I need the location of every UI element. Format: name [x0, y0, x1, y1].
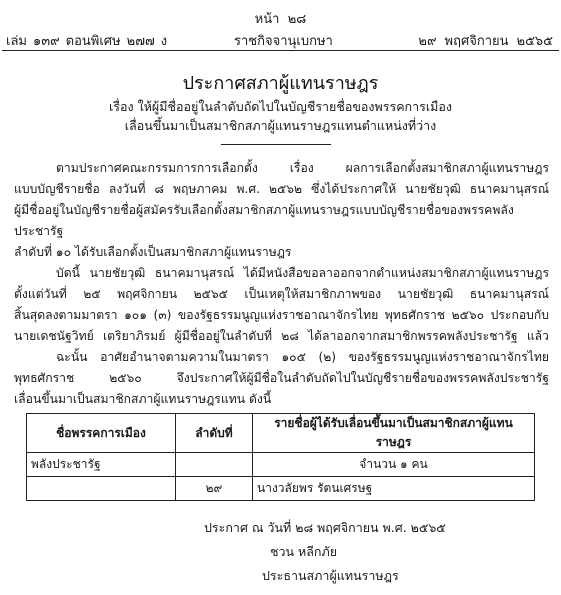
- issue-date: [418, 30, 553, 51]
- volume-number: ๑๓๙: [32, 34, 60, 49]
- signatory-position: ประธานสภาผู้แทนราษฎร: [262, 568, 399, 583]
- page-label: หน้า: [254, 12, 280, 27]
- subject-line-2: เลื่อนขึ้นมาเป็นสมาชิกสภาผู้แทนราษฎรแทนตำแหน่งที่ว่าง: [124, 118, 437, 133]
- publication-name: ราชกิจจานุเบกษา: [234, 34, 333, 49]
- gazette-header: [6, 30, 553, 51]
- order-header: ลำดับที่: [176, 414, 253, 453]
- title-divider: [221, 144, 331, 145]
- header-divider: [2, 50, 559, 51]
- appointee-table: [26, 413, 535, 501]
- paragraph-3-line-1: ฉะนั้น อาศัยอำนาจตามความในมาตรา ๑๐๕ (๒) ของรัฐธรรมนูญแห่งราชอาณาจักรไทย: [56, 350, 549, 364]
- order-cell: [176, 453, 253, 477]
- section-label: ตอนพิเศษ: [65, 34, 121, 49]
- paragraph-2-line-3: สิ้นสุดลงตามมาตรา ๑๐๑ (๓) ของรัฐธรรมนูญแห่งราชอาณาจักรไทย พุทธศักราช ๒๕๖๐ ประกอบกับ: [14, 308, 549, 322]
- paragraph-1-line-3: ผู้มีชื่ออยู่ในบัญชีรายชื่อผู้สมัครรับเลือกตั้งสมาชิกสภาผู้แทนราษฎรแบบบัญชีรายชื่อของพรรคพลังประชารัฐ: [14, 203, 514, 238]
- paragraph-1-line-1: ตามประกาศคณะกรรมการการเลือกตั้ง เรื่อง ผลการเลือกตั้งสมาชิกสภาผู้แทนราษฎร: [56, 161, 549, 175]
- paragraph-3-line-3: เลื่อนขึ้นมาเป็นสมาชิกสภาผู้แทนราษฎรแทน ดังนี้: [14, 392, 272, 406]
- issue-day: ๒๙: [418, 34, 437, 49]
- name-header: รายชื่อผู้ได้รับเลื่อนขึ้นมาเป็นสมาชิกสภาผู้แทนราษฎร: [253, 414, 535, 453]
- paragraph-3-line-2: พุทธศักราช ๒๕๖๐ จึงประกาศให้ผู้มีชื่อในลำดับถัดไปในบัญชีรายชื่อของพรรคพลังประชารัฐ: [14, 371, 549, 385]
- issue-year: ๒๕๖๕: [516, 34, 553, 49]
- order-cell: ๒๙: [176, 477, 253, 501]
- subject-line-1: เรื่อง ให้ผู้มีชื่ออยู่ในลำดับถัดไปในบัญชีรายชื่อของพรรคการเมือง: [109, 99, 452, 114]
- signatory-name: ชวน หลีกภัย: [270, 544, 338, 559]
- paragraph-1-line-2: แบบบัญชีรายชื่อ ลงวันที่ ๘ พฤษภาคม พ.ศ. ๒๕๖๒ ซึ่งได้ประกาศให้ นายชัยวุฒิ ธนาคมานุสรณ์: [14, 182, 549, 196]
- signature-date: ประกาศ ณ วันที่ ๒๘ พฤศจิกายน พ.ศ. ๒๕๖๕: [204, 520, 446, 535]
- party-cell: พลังประชารัฐ: [27, 453, 176, 477]
- party-header: ชื่อพรรคการเมือง: [27, 414, 176, 453]
- page-number-value: ๒๘: [287, 12, 307, 27]
- name-cell: จำนวน ๑ คน: [253, 453, 535, 477]
- paragraph-2-line-2: ตั้งแต่วันที่ ๒๕ พฤศจิกายน ๒๕๖๕ เป็นเหตุให้สมาชิกภาพของ นายชัยวุฒิ ธนาคมานุสรณ์: [14, 287, 549, 301]
- issue-info: [6, 30, 167, 51]
- paragraph-2-line-1: บัดนี้ นายชัยวุฒิ ธนาคมานุสรณ์ ได้มีหนังสือขอลาออกจากตำแหน่งสมาชิกสภาผู้แทนราษฎร: [56, 266, 549, 280]
- page-number: [0, 8, 561, 29]
- table-row: [27, 453, 535, 477]
- paragraph-2-line-4: นายเดชนัฐวิทย์ เตริยาภิรมย์ ผู้มีชื่ออยู่ในลำดับที่ ๒๘ ได้ลาออกจากสมาชิกพรรคพลังประชารัฐ แล้ว: [14, 329, 549, 343]
- name-cell: นางวลัยพร รัตนเศรษฐ: [253, 477, 535, 501]
- announcement-body: [14, 158, 549, 410]
- table-row: [27, 477, 535, 501]
- announcement-title: ประกาศสภาผู้แทนราษฎร: [182, 73, 379, 94]
- section-number: ๒๗๗: [126, 34, 155, 49]
- table-header-row: [27, 414, 535, 453]
- announcement-subject: [0, 97, 561, 135]
- section-suffix: ง: [160, 34, 168, 49]
- volume-label: เล่ม: [6, 34, 27, 49]
- party-cell: [27, 477, 176, 501]
- issue-month: พฤศจิกายน: [444, 34, 509, 49]
- paragraph-1-line-4: ลำดับที่ ๑๐ ได้รับเลือกตั้งเป็นสมาชิกสภาผู้แทนราษฎร: [14, 245, 292, 259]
